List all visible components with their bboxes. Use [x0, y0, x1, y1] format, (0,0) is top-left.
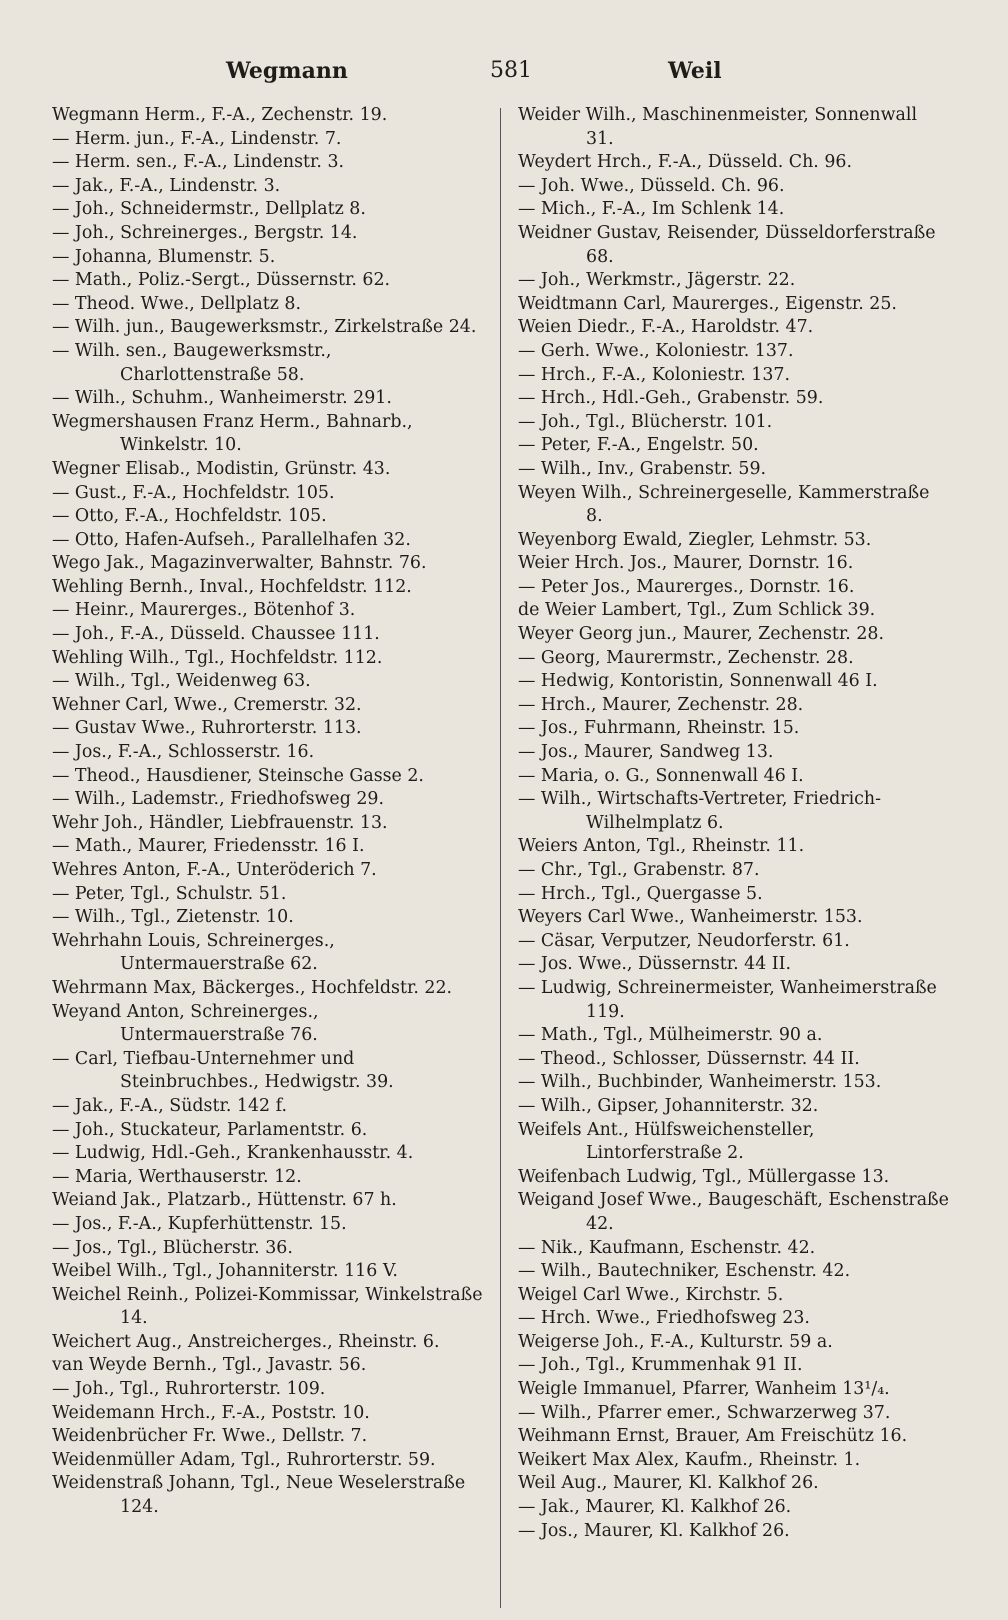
directory-entry: Weibel Wilh., Tgl., Johanniterstr. 116 V. [52, 1261, 398, 1282]
directory-entry: Weidemann Hrch., F.-A., Poststr. 10. [52, 1402, 370, 1423]
directory-entry: — Jos., F.-A., Kupferhüttenstr. 15. [52, 1213, 347, 1234]
directory-entry: Weikert Max Alex, Kaufm., Rheinstr. 1. [518, 1449, 861, 1470]
directory-entry: Weydert Hrch., F.-A., Düsseld. Ch. 96. [518, 152, 852, 173]
directory-entry: Weichel Reinh., Polizei-Kommissar, Winkelstraße 14. [52, 1284, 483, 1329]
directory-entry: — Wilh., Pfarrer emer., Schwarzerweg 37. [518, 1402, 891, 1423]
page-number: 581 [490, 58, 532, 83]
directory-entry: — Mich., F.-A., Im Schlenk 14. [518, 199, 785, 220]
directory-entry: — Wilh., Buchbinder, Wanheimerstr. 153. [518, 1072, 882, 1093]
directory-entry: Weifenbach Ludwig, Tgl., Müllergasse 13. [518, 1166, 890, 1187]
directory-entry: Wehner Carl, Wwe., Cremerstr. 32. [52, 694, 362, 715]
directory-entry: — Cäsar, Verputzer, Neudorferstr. 61. [518, 930, 850, 951]
directory-entry: — Wilh., Gipser, Johanniterstr. 32. [518, 1095, 819, 1116]
header-left-word: Wegmann [226, 58, 348, 84]
directory-entry: Weyenborg Ewald, Ziegler, Lehmstr. 53. [518, 529, 872, 550]
page-header [50, 52, 958, 92]
directory-entry: Wehling Wilh., Tgl., Hochfeldstr. 112. [52, 647, 383, 668]
directory-entry: — Gust., F.-A., Hochfeldstr. 105. [52, 482, 335, 503]
directory-entry: Weigel Carl Wwe., Kirchstr. 5. [518, 1284, 784, 1305]
directory-entry: Weil Aug., Maurer, Kl. Kalkhof 26. [518, 1473, 819, 1494]
directory-entry: — Georg, Maurermstr., Zechenstr. 28. [518, 647, 854, 668]
directory-entry: — Jos., Maurer, Sandweg 13. [518, 742, 774, 763]
directory-entry: — Math., Tgl., Mülheimerstr. 90 a. [518, 1025, 823, 1046]
directory-entry: — Wilh., Lademstr., Friedhofsweg 29. [52, 789, 385, 810]
directory-entry: Wehrhahn Louis, Schreinerges., Untermauerstraße 62. [52, 930, 335, 975]
directory-entry: — Maria, Werthauserstr. 12. [52, 1166, 302, 1187]
directory-entry: — Gustav Wwe., Ruhrorterstr. 113. [52, 718, 362, 739]
directory-entry: — Joh., Schreinerges., Bergstr. 14. [52, 222, 358, 243]
directory-entry: Weigle Immanuel, Pfarrer, Wanheim 13¹/₄. [518, 1379, 890, 1400]
directory-entry: van Weyde Bernh., Tgl., Javastr. 56. [52, 1355, 367, 1376]
directory-entry: — Jos., Maurer, Kl. Kalkhof 26. [518, 1520, 790, 1541]
directory-entry: — Heinr., Maurerges., Bötenhof 3. [52, 600, 356, 621]
directory-entry: — Wilh., Tgl., Zietenstr. 10. [52, 907, 294, 928]
directory-entry: — Chr., Tgl., Grabenstr. 87. [518, 860, 760, 880]
directory-entry: Weidenstraß Johann, Tgl., Neue Weselerstraße 124. [52, 1473, 466, 1518]
directory-entry: — Otto, Hafen-Aufseh., Parallelhafen 32. [52, 529, 411, 550]
directory-entry: Weyen Wilh., Schreinergeselle, Kammerstraße 8. [518, 482, 930, 527]
header-right-word: Weil [668, 58, 722, 84]
directory-entry: — Joh., F.-A., Düsseld. Chaussee 111. [52, 624, 380, 645]
directory-entry: — Wilh., Schuhm., Wanheimerstr. 291. [52, 388, 392, 409]
directory-entry: — Nik., Kaufmann, Eschenstr. 42. [518, 1237, 816, 1258]
directory-entry: Weyer Georg jun., Maurer, Zechenstr. 28. [518, 624, 884, 645]
directory-entry: de Weier Lambert, Tgl., Zum Schlick 39. [518, 600, 876, 621]
directory-entry: Weifels Ant., Hülfsweichensteller, Lintorferstraße 2. [518, 1119, 815, 1164]
directory-entry: — Wilh., Inv., Grabenstr. 59. [518, 458, 767, 479]
directory-entry: — Ludwig, Schreinermeister, Wanheimerstraße 119. [518, 977, 937, 1022]
directory-entry: — Theod. Wwe., Dellplatz 8. [52, 293, 301, 314]
directory-entry: Weidner Gustav, Reisender, Düsseldorferstraße 68. [518, 222, 936, 267]
directory-entry: — Jos., Fuhrmann, Rheinstr. 15. [518, 718, 800, 739]
directory-entry: — Johanna, Blumenstr. 5. [52, 246, 276, 267]
directory-entry: — Jak., F.-A., Südstr. 142 f. [52, 1095, 287, 1116]
directory-entry: Weyand Anton, Schreinerges., Untermauerstraße 76. [52, 1001, 319, 1046]
directory-entry: — Wilh., Tgl., Weidenweg 63. [52, 671, 311, 692]
directory-entry: Weyers Carl Wwe., Wanheimerstr. 153. [518, 907, 863, 928]
directory-entry: Wehrmann Max, Bäckerges., Hochfeldstr. 22. [52, 977, 453, 998]
directory-entry: Weiers Anton, Tgl., Rheinstr. 11. [518, 836, 805, 857]
directory-entry: — Joh., Stuckateur, Parlamentstr. 6. [52, 1119, 368, 1140]
directory-entry: — Peter Jos., Maurerges., Dornstr. 16. [518, 576, 855, 597]
directory-entry: Weichert Aug., Anstreicherges., Rheinstr. 6. [52, 1331, 440, 1352]
directory-entry: — Jos., F.-A., Schlosserstr. 16. [52, 742, 315, 763]
directory-entry: Weider Wilh., Maschinenmeister, Sonnenwall 31. [518, 105, 918, 149]
directory-entry: — Wilh., Bautechniker, Eschenstr. 42. [518, 1261, 851, 1282]
directory-entry: Weien Diedr., F.-A., Haroldstr. 47. [518, 317, 814, 338]
directory-entry: — Joh. Wwe., Düsseld. Ch. 96. [518, 175, 785, 196]
directory-entry: Weihmann Ernst, Brauer, Am Freischütz 16. [518, 1426, 908, 1447]
directory-entry: — Herm. sen., F.-A., Lindenstr. 3. [52, 152, 345, 173]
directory-entry: — Carl, Tiefbau-Unternehmer und Steinbruchbes., Hedwigstr. 39. [52, 1048, 394, 1093]
directory-entry: — Maria, o. G., Sonnenwall 46 I. [518, 765, 804, 786]
directory-entry: — Ludwig, Hdl.-Geh., Krankenhausstr. 4. [52, 1143, 414, 1164]
directory-entry: — Joh., Schneidermstr., Dellplatz 8. [52, 199, 366, 220]
directory-entry: — Hedwig, Kontoristin, Sonnenwall 46 I. [518, 671, 878, 692]
directory-entry: — Hrch., Maurer, Zechenstr. 28. [518, 694, 804, 715]
directory-entry: — Joh., Werkmstr., Jägerstr. 22. [518, 270, 796, 291]
directory-entry: Weier Hrch. Jos., Maurer, Dornstr. 16. [518, 553, 854, 574]
directory-entry: Weidtmann Carl, Maurerges., Eigenstr. 25. [518, 293, 897, 314]
directory-entry: — Jak., F.-A., Lindenstr. 3. [52, 175, 281, 196]
directory-entry: — Peter, F.-A., Engelstr. 50. [518, 435, 759, 456]
directory-entry: — Theod., Schlosser, Düssernstr. 44 II. [518, 1048, 860, 1069]
directory-entry: Wegmershausen Franz Herm., Bahnarb., Winkelstr. 10. [52, 411, 413, 456]
directory-entry: — Hrch., Tgl., Quergasse 5. [518, 883, 763, 904]
directory-entry: — Jak., Maurer, Kl. Kalkhof 26. [518, 1497, 792, 1518]
right-column [518, 104, 950, 1543]
directory-entry: Wehres Anton, F.-A., Unteröderich 7. [52, 860, 377, 880]
directory-entry: Weigand Josef Wwe., Baugeschäft, Eschenstraße 42. [518, 1190, 949, 1234]
directory-entry: Weiand Jak., Platzarb., Hüttenstr. 67 h. [52, 1190, 397, 1211]
directory-entry: Weigerse Joh., F.-A., Kulturstr. 59 a. [518, 1331, 833, 1352]
directory-entry: — Otto, F.-A., Hochfeldstr. 105. [52, 506, 327, 527]
directory-entry: Wegmann Herm., F.-A., Zechenstr. 19. [52, 105, 388, 125]
directory-entry: — Peter, Tgl., Schulstr. 51. [52, 883, 287, 904]
directory-entry: Wegner Elisab., Modistin, Grünstr. 43. [52, 458, 391, 479]
directory-entry: — Jos., Tgl., Blücherstr. 36. [52, 1237, 293, 1258]
directory-entry: Weidenbrücher Fr. Wwe., Dellstr. 7. [52, 1426, 368, 1447]
directory-entry: Wego Jak., Magazinverwalter, Bahnstr. 76. [52, 553, 427, 574]
directory-entry: — Joh., Tgl., Blücherstr. 101. [518, 411, 773, 432]
directory-entry: — Theod., Hausdiener, Steinsche Gasse 2. [52, 765, 424, 786]
directory-entry: — Joh., Tgl., Krummenhak 91 II. [518, 1355, 803, 1376]
directory-entry: — Hrch. Wwe., Friedhofsweg 23. [518, 1308, 810, 1329]
directory-entry: — Math., Poliz.-Sergt., Düssernstr. 62. [52, 270, 391, 291]
directory-entry: — Math., Maurer, Friedensstr. 16 I. [52, 836, 365, 857]
directory-entry: — Jos. Wwe., Düssernstr. 44 II. [518, 954, 792, 975]
directory-entry: — Gerh. Wwe., Koloniestr. 137. [518, 340, 794, 361]
column-divider [500, 108, 501, 1608]
directory-entry: — Hrch., Hdl.-Geh., Grabenstr. 59. [518, 388, 824, 409]
directory-entry: — Wilh. sen., Baugewerksmstr., Charlottenstraße 58. [52, 340, 332, 385]
left-column [52, 104, 484, 1520]
directory-entry: — Wilh., Wirtschafts-Vertreter, Friedrich-Wilhelmplatz 6. [518, 789, 881, 833]
directory-entry: — Wilh. jun., Baugewerksmstr., Zirkelstraße 24. [52, 317, 477, 338]
directory-entry: Wehling Bernh., Inval., Hochfeldstr. 112. [52, 576, 412, 597]
directory-entry: — Joh., Tgl., Ruhrorterstr. 109. [52, 1379, 326, 1400]
directory-entry: Weidenmüller Adam, Tgl., Ruhrorterstr. 59. [52, 1449, 436, 1470]
directory-entry: — Hrch., F.-A., Koloniestr. 137. [518, 364, 790, 385]
directory-entry: Wehr Joh., Händler, Liebfrauenstr. 13. [52, 812, 388, 833]
directory-entry: — Herm. jun., F.-A., Lindenstr. 7. [52, 128, 342, 149]
